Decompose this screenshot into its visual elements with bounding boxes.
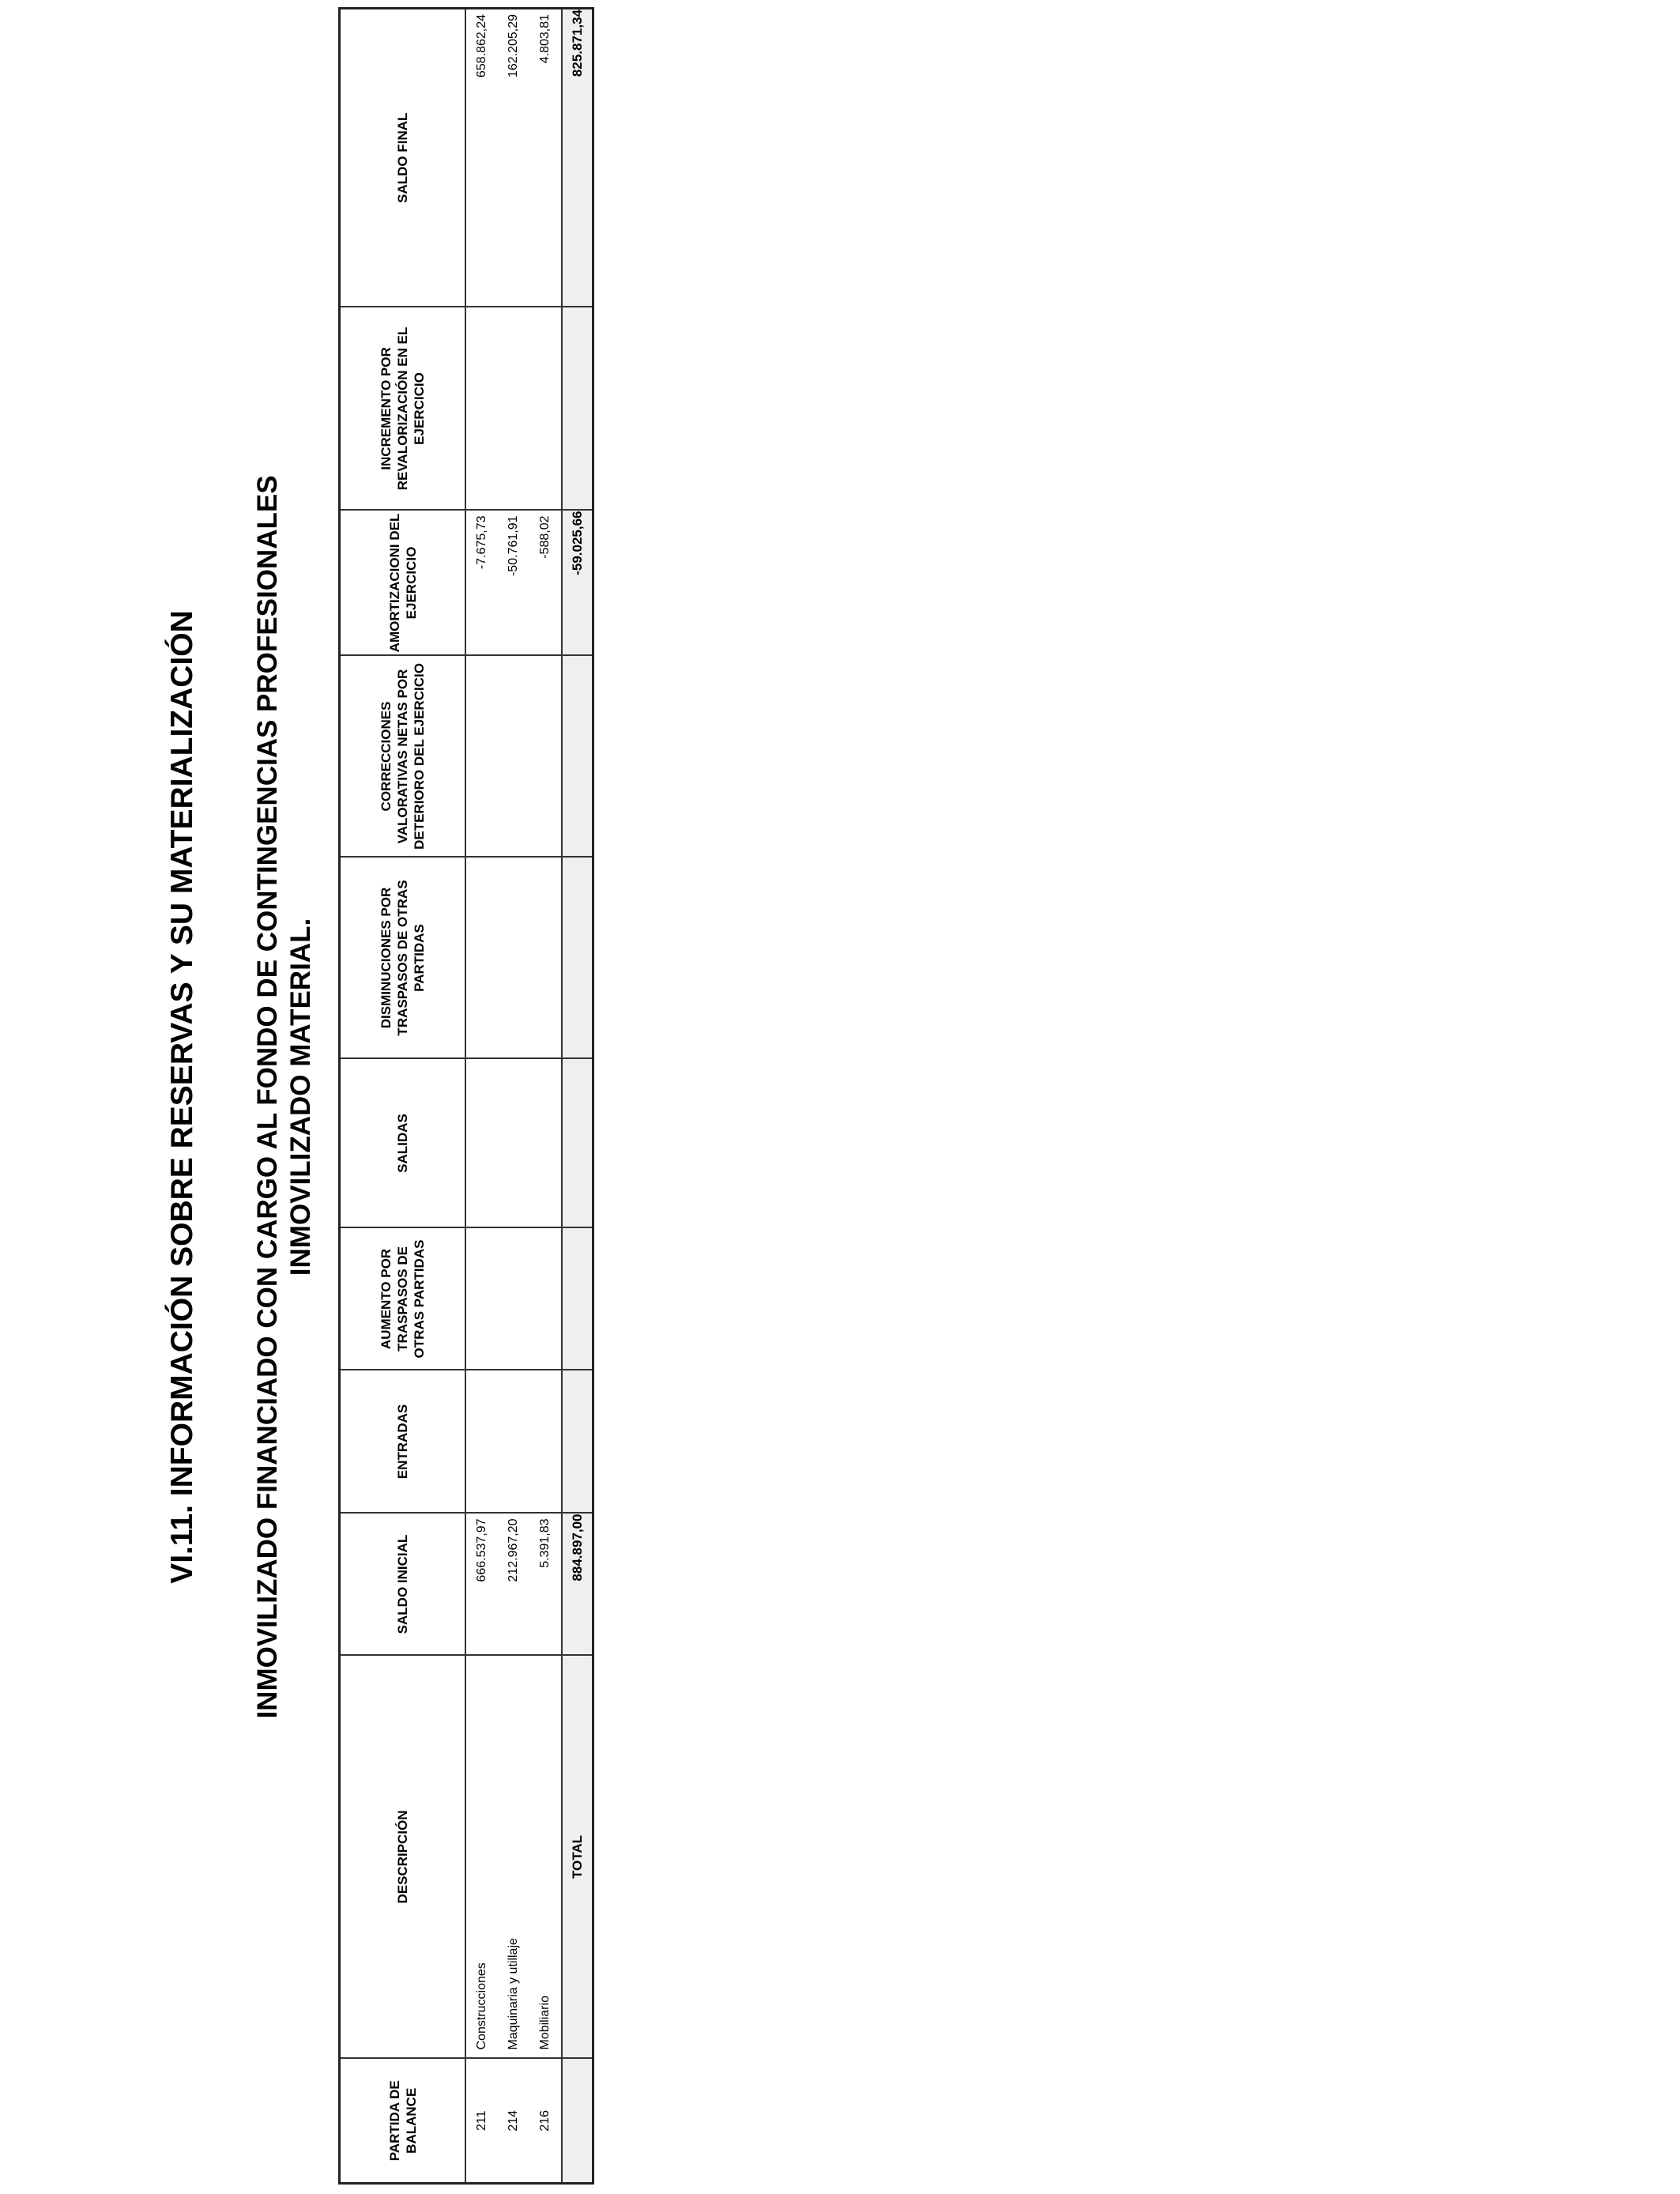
table-cell-saldo-final: 162.205,29 xyxy=(507,14,520,78)
total-amortizacion: -59.025,66 xyxy=(562,511,593,656)
body-row xyxy=(465,9,562,2184)
header-entradas: ENTRADAS xyxy=(340,1370,466,1514)
column-entradas xyxy=(465,1370,562,1514)
subtitle-line-1: INMOVILIZADO FINANCIADO CON CARGO AL FONDO DE CONTINGENCIAS PROFESIONALES xyxy=(252,475,283,1719)
header-partida: PARTIDA DE BALANCE xyxy=(340,2059,466,2184)
table-cell-amortizacion: -7.675,73 xyxy=(475,515,488,570)
subtitle-line-2: INMOVILIZADO MATERIAL. xyxy=(285,918,316,1276)
table-cell-saldo-inicial: 212.967,20 xyxy=(507,1518,520,1582)
total-saldo-inicial: 884.897,00 xyxy=(562,1514,593,1656)
table-cell-saldo-final: 658.862,24 xyxy=(475,14,488,78)
header-aumento: AUMENTO POR TRASPASOS DE OTRAS PARTIDAS xyxy=(340,1228,466,1370)
table-cell-descripcion: Mobiliario xyxy=(538,1996,552,2050)
column-saldo-inicial xyxy=(465,1514,562,1656)
header-amortizacion: AMORTIZACIONI DEL EJERCICIO xyxy=(340,511,466,656)
total-salidas xyxy=(562,1059,593,1228)
total-entradas xyxy=(562,1370,593,1514)
column-salidas xyxy=(465,1059,562,1228)
total-label: TOTAL xyxy=(562,1656,593,2059)
header-descripcion: DESCRIPCIÓN xyxy=(340,1656,466,2059)
column-saldo-final xyxy=(465,9,562,307)
total-disminuciones xyxy=(562,858,593,1059)
table-cell-partida: 211 xyxy=(475,2110,488,2132)
header-correcciones: CORRECCIONES VALORATIVAS NETAS POR DETERIORO DEL EJERCICIO xyxy=(340,656,466,858)
table-cell-amortizacion: -50.761,91 xyxy=(507,515,520,577)
table-cell-amortizacion: -588,02 xyxy=(538,515,552,559)
table-cell-saldo-inicial: 666.537,97 xyxy=(475,1518,488,1582)
header-disminuciones: DISMINUCIONES POR TRASPASOS DE OTRAS PARTIDAS xyxy=(340,858,466,1059)
header-saldo-final: SALDO FINAL xyxy=(340,9,466,307)
column-partida xyxy=(465,2059,562,2184)
table-cell-saldo-inicial: 5.391,83 xyxy=(538,1518,552,1568)
table-cell-partida: 214 xyxy=(507,2109,520,2132)
document-subtitle xyxy=(251,0,318,2194)
header-row xyxy=(340,9,466,2184)
total-correcciones xyxy=(562,656,593,858)
table-cell-partida: 216 xyxy=(538,2109,552,2132)
total-spacer xyxy=(562,2059,593,2184)
column-amortizacion xyxy=(465,511,562,656)
total-aumento xyxy=(562,1228,593,1370)
reserves-table xyxy=(338,7,594,2185)
column-disminuciones xyxy=(465,858,562,1059)
header-salidas: SALIDAS xyxy=(340,1059,466,1228)
table-cell-saldo-final: 4.803,81 xyxy=(538,14,552,64)
table-cell-descripcion: Construcciones xyxy=(475,1962,488,2050)
table-cell-descripcion: Maquinaria y utillaje xyxy=(507,1938,520,2050)
header-saldo-inicial: SALDO INICIAL xyxy=(340,1514,466,1656)
column-descripcion xyxy=(465,1656,562,2059)
total-row xyxy=(562,9,593,2184)
header-incremento: INCREMENTO POR REVALORIZACIÓN EN EL EJERCICIO xyxy=(340,307,466,511)
column-correcciones xyxy=(465,656,562,858)
column-aumento xyxy=(465,1228,562,1370)
total-saldo-final: 825.871,34 xyxy=(562,9,593,307)
document-title: VI.11. INFORMACIÓN SOBRE RESERVAS Y SU MATERIALIZACIÓN xyxy=(165,610,199,1584)
total-incremento xyxy=(562,307,593,511)
column-incremento xyxy=(465,307,562,511)
